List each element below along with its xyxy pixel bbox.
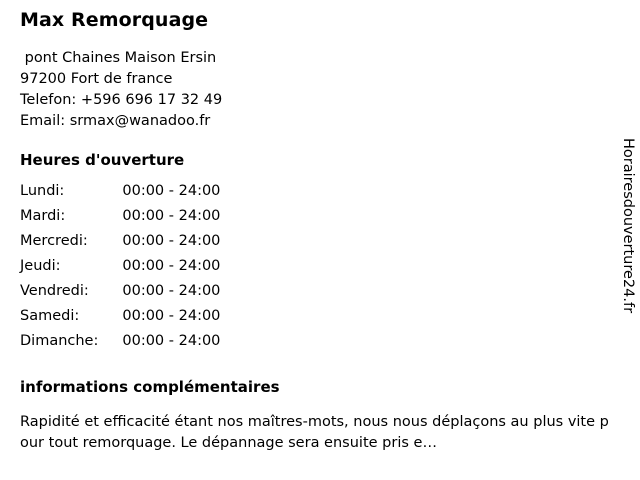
address-block [20,48,600,132]
table-row [20,207,220,232]
table-row [20,282,220,307]
additional-info-heading: informations complémentaires [20,378,280,396]
hours-day-label: Lundi: [20,183,65,199]
page-title: Max Remorquage [20,9,209,31]
hours-day-label: Mardi: [20,208,66,224]
table-row [20,332,220,357]
hours-day-label: Vendredi: [20,283,89,299]
opening-hours-table [20,182,220,357]
table-row [20,257,220,282]
sidebar-brand-label: Horairesdouverture24.fr [620,138,636,314]
hours-day-label: Samedi: [20,308,80,324]
opening-hours-heading: Heures d'ouverture [20,151,185,169]
address-line-street: pont Chaines Maison Ersin [20,50,217,66]
main-content [20,8,609,468]
table-row [20,232,220,257]
hours-day-label: Mercredi: [20,233,88,249]
address-line-email: Email: srmax@wanadoo.fr [20,113,211,129]
table-row [20,182,220,207]
address-line-city: 97200 Fort de france [20,71,173,87]
hours-time-value: 00:00 - 24:00 [122,283,221,299]
additional-info-text: Rapidité et efficacité étant nos maîtres-mots, nous nous déplaçons au plus vite pour tout remorquage. Le dépannage sera ensuite pris e… [20,413,609,451]
hours-time-value: 00:00 - 24:00 [122,183,221,199]
hours-time-value: 00:00 - 24:00 [122,233,221,249]
hours-time-value: 00:00 - 24:00 [122,208,221,224]
hours-time-value: 00:00 - 24:00 [122,308,221,324]
hours-time-value: 00:00 - 24:00 [122,333,221,349]
table-row [20,307,220,332]
hours-day-label: Jeudi: [20,258,61,274]
address-line-phone: Telefon: +596 696 17 32 49 [20,92,223,108]
hours-time-value: 00:00 - 24:00 [122,258,221,274]
hours-day-label: Dimanche: [20,333,99,349]
